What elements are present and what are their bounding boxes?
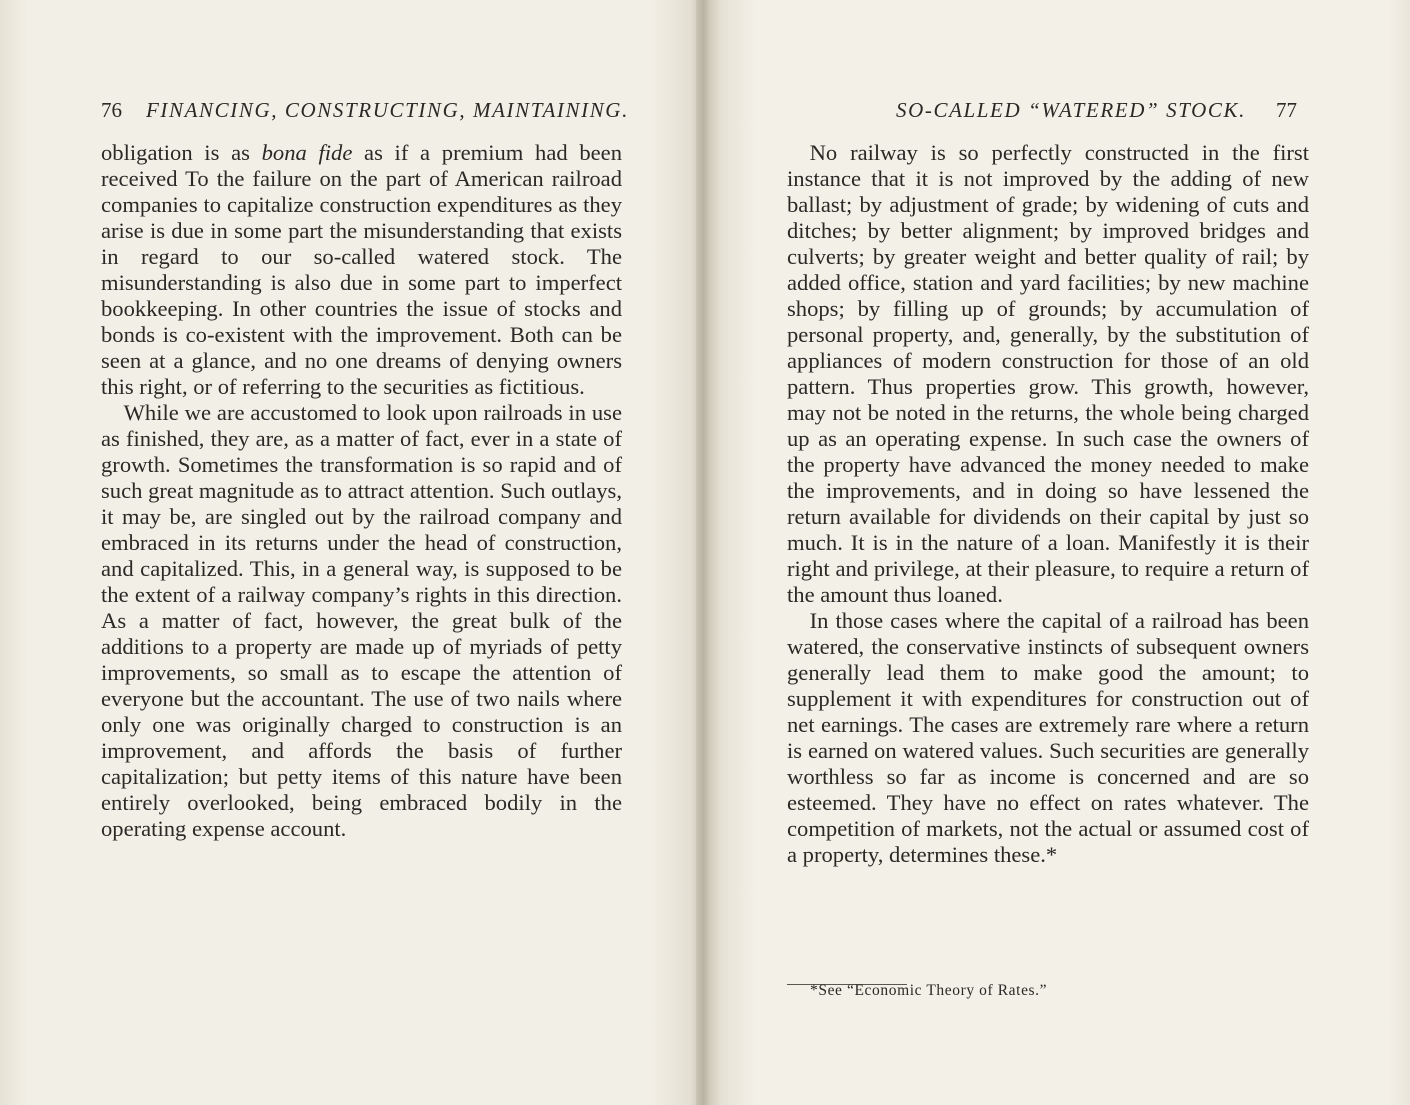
paragraph <box>101 140 622 400</box>
paragraph-text: obligation is as <box>101 140 262 165</box>
paragraph: No railway is so perfectly constructed in the first instance that it is not improved by the adding of new ballast; by adjustment of grade; by widening of cuts and ditches; by better alignment; by improved bridges and culverts; by greater weight and better quality of rail; by added office, station and yard facilities; by new machine shops; by filling up of grounds; by accumulation of personal property, and, generally, by the substitution of appliances of modern construction for those of an old pattern. Thus properties grow. This growth, however, may not be noted in the returns, the whole being charged up as an operating expense. In such case the owners of the property have advanced the money needed to make the improvements, and in doing so have lessened the return available for dividends on their capital by just so much. It is in the nature of a loan. Manifestly it is their right and privilege, at their pleasure, to require a return of the amount thus loaned. <box>787 140 1309 607</box>
right-page <box>708 0 1410 1105</box>
running-head-left <box>146 98 629 123</box>
left-page <box>0 0 700 1105</box>
page-number-left: 76 <box>101 98 122 122</box>
paragraph-text: as if a premium had been received To the failure on the part of American railroad companies to capitalize construction expenditures as they arise is due in some part the misunderstanding that exists in regard to our so-called watered stock. The misunderstanding is also due in some part to imperfect bookkeeping. In other countries the issue of stocks and bonds is co-existent with the improvement. Both can be seen at a glance, and no one dreams of denying owners this right, or of referring to the securities as fictitious. <box>101 140 622 399</box>
paragraph: While we are accustomed to look upon railroads in use as finished, they are, as a matter of fact, ever in a state of growth. Sometimes the transformation is so rapid and of such great magnitude as to attract attention. Such outlays, it may be, are singled out by the railroad company and embraced in its returns under the head of construction, and capitalized. This, in a general way, is supposed to be the extent of a railway company’s rights in this direction. As a matter of fact, however, the great bulk of the additions to a property are made up of myriads of petty improvements, so small as to escape the attention of everyone but the accountant. The use of two nails where only one was originally charged to construction is an improvement, and affords the basis of further capitalization; but petty items of this nature have been entirely overlooked, being embraced bodily in the operating expense account. <box>101 400 622 841</box>
paragraph: In those cases where the capital of a railroad has been watered, the conservative instincts of subsequent owners generally lead them to make good the amount; to supplement it with expenditures for construction out of net earnings. The cases are extremely rare where a return is earned on watered values. Such securities are generally worthless so far as income is concerned and are so esteemed. They have no effect on rates whatever. The competition of markets, not the actual or assumed cost of a property, determines these.* <box>787 608 1309 867</box>
running-head-right <box>896 98 1246 123</box>
left-page-body <box>101 140 622 842</box>
right-page-body <box>787 140 1309 868</box>
italic-phrase: bona fide <box>261 140 353 165</box>
footnote: *See “Economic Theory of Rates.” <box>810 982 1048 999</box>
running-head-left-title: FINANCING, CONSTRUCTING, MAINTAINING. <box>146 98 629 122</box>
page-number-right: 77 <box>1276 98 1297 122</box>
running-head-right-title: SO-CALLED “WATERED” STOCK. <box>896 98 1246 122</box>
